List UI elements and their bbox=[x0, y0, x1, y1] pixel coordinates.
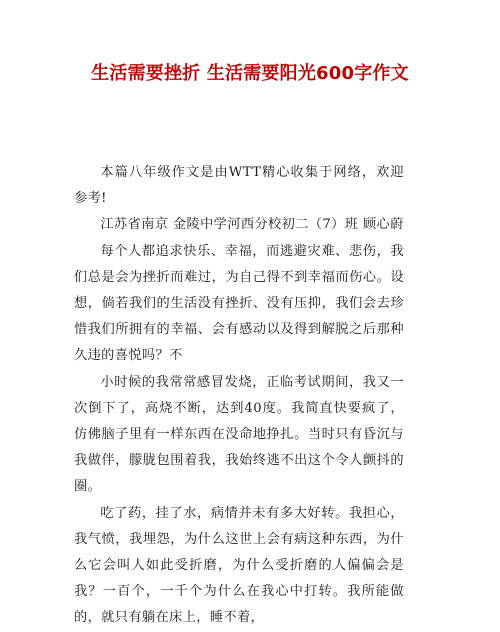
paragraph-3: 吃了药，挂了水，病情并未有多大好转。我担心，我气愤，我埋怨，为什么这世上会有病这种东西，为什么它会叫人如此受折磨，为什么受折磨的人偏偏会是我？一百个，一千个为什么在我心中打转。我所能做的，就只有躺在床上，睡不着， bbox=[74, 505, 404, 626]
document-title: 生活需要挫折 生活需要阳光600字作文 bbox=[91, 63, 409, 84]
paragraph-1: 每个人都追求快乐、幸福，而逃避灾难、悲伤，我们总是会为挫折而难过，为自己得不到幸福而伤心。设想，倘若我们的生活没有挫折、没有压抑，我们会去珍惜我们所拥有的幸福、会有感动以及得到解脱之后那种久违的喜悦吗？不 bbox=[74, 243, 404, 364]
document-body bbox=[74, 160, 404, 632]
paragraph-2: 小时候的我常常感冒发烧，正临考试期间，我又一次倒下了，高烧不断，达到40度。我简直快要疯了，仿佛脑子里有一样东西在没命地挣扎。当时只有昏沉与我做伴，朦胧包围着我，我始终逃不出这个令人颤抖的圈。 bbox=[74, 374, 404, 495]
paragraph-author: 江苏省南京 金陵中学河西分校初二（7）班 顾心蔚 bbox=[100, 217, 404, 233]
paragraph-intro: 本篇八年级作文是由WTT精心收集于网络，欢迎参考! bbox=[74, 165, 404, 207]
